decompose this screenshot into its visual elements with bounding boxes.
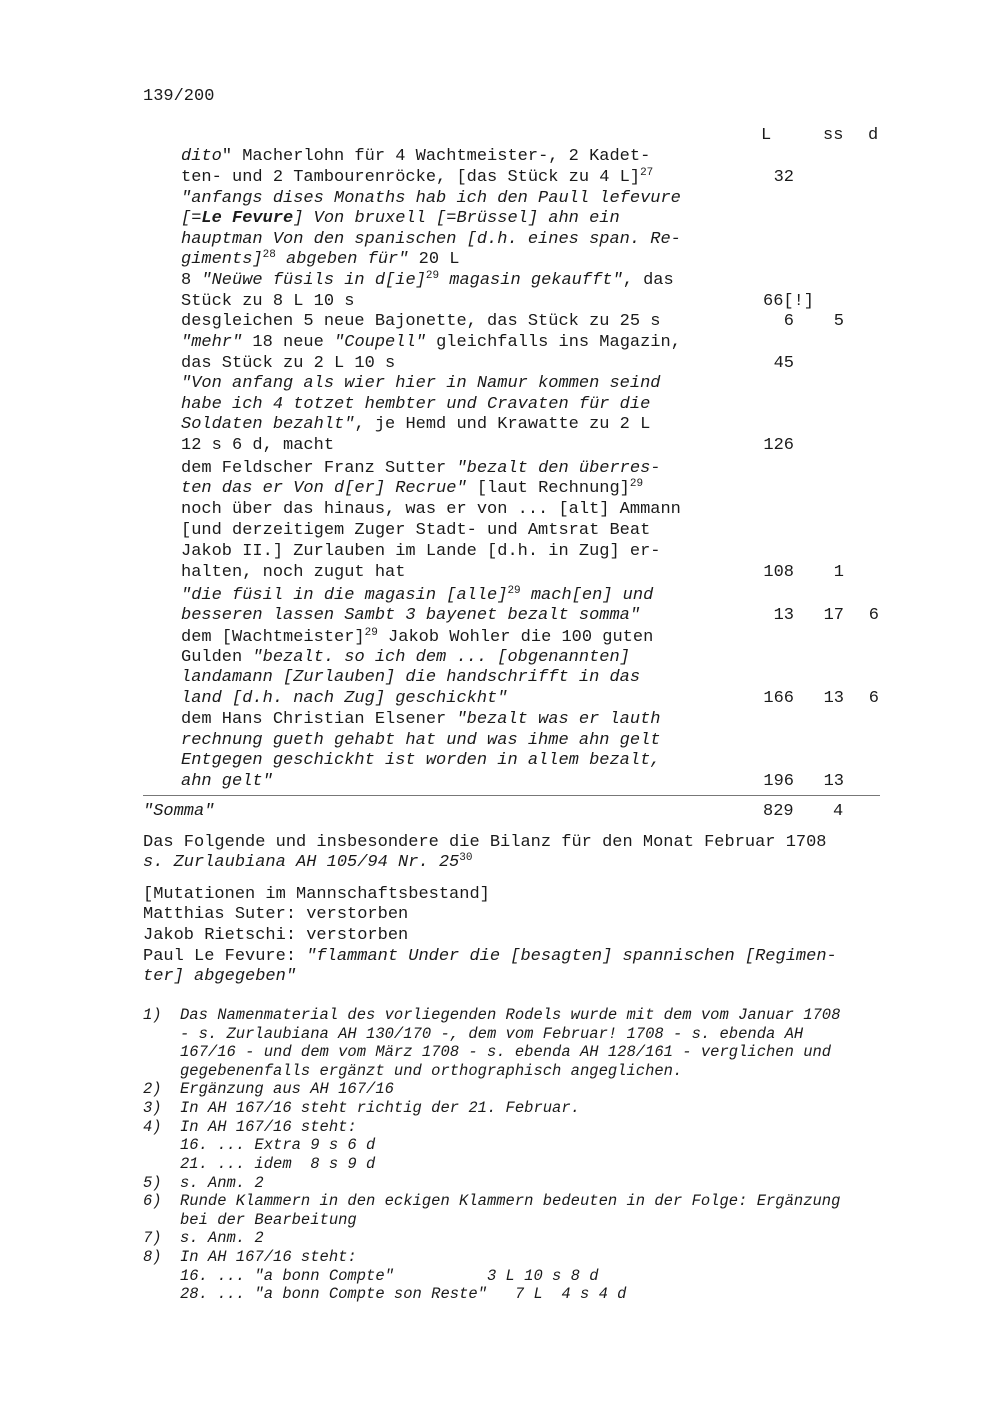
text-segment: rechnung gueth gehabt hat und was ihme ahn gelt xyxy=(181,731,661,750)
entry-text-line xyxy=(181,354,395,374)
text-segment: halten, noch zugut hat xyxy=(181,563,406,582)
entry-text-line xyxy=(181,648,630,668)
column-header-l: L xyxy=(761,126,772,145)
text-segment: [und derzeitigem Zuger Stadt- und Amtsrat Beat xyxy=(181,521,651,540)
footnote-marker: 1) xyxy=(143,1006,162,1024)
footnote-text: In AH 167/16 steht: xyxy=(180,1248,357,1266)
text-segment: magasin gekaufft" xyxy=(439,271,623,290)
text-segment: "bezalt. so ich dem ... [obgenannten] xyxy=(252,648,630,667)
text-segment: land [d.h. nach Zug] geschickht" xyxy=(181,689,508,708)
entry-text-line xyxy=(181,689,507,709)
text-segment: "Von anfang als wier hier in Namur kommen seind xyxy=(181,374,661,393)
text-segment: "bezalt was er lauth xyxy=(456,710,661,729)
footnote-text: gegebenenfalls ergänzt und orthographisch angeglichen. xyxy=(180,1062,683,1080)
footnote-text: In AH 167/16 steht richtig der 21. Februar. xyxy=(180,1099,580,1117)
footnote-marker: 2) xyxy=(143,1080,162,1098)
text-segment: abgeben für" xyxy=(275,250,409,269)
total-amount-ss: 4 xyxy=(833,802,844,821)
text-segment: "Coupell" xyxy=(334,333,426,352)
footnote-text: s. Anm. 2 xyxy=(180,1229,264,1247)
amount-d: 6 xyxy=(868,606,879,625)
entry-text-line xyxy=(181,731,660,751)
amount-l: 108 xyxy=(763,563,794,582)
text-segment: ten- und 2 Tambourenröcke, [das Stück zu 4 L] xyxy=(181,168,641,187)
text-segment: "bezalt den überres- xyxy=(456,459,661,478)
amount-l: 45 xyxy=(773,354,794,373)
total-amount-l: 829 xyxy=(763,802,794,821)
entry-text-line xyxy=(181,479,643,499)
entry-text-line xyxy=(181,459,661,479)
amount-l: 126 xyxy=(763,436,794,455)
note-footnote-ref: 30 xyxy=(459,852,473,864)
text-segment: [laut Rechnung] xyxy=(466,479,630,498)
entry-text-line xyxy=(181,333,681,353)
text-segment: Jakob II.] Zurlauben im Lande [d.h. in Zug] er- xyxy=(181,542,661,561)
footnote-ref: 29 xyxy=(364,627,378,639)
entry-text-line xyxy=(181,668,640,688)
entry-text-line xyxy=(181,586,653,606)
text-segment: Entgegen geschickht ist worden in allem bezalt, xyxy=(181,751,661,770)
text-segment: 20 L xyxy=(408,250,460,269)
note-line-2 xyxy=(143,853,472,873)
text-segment: 8 xyxy=(181,271,202,290)
text-segment: " xyxy=(221,147,233,166)
sum-rule xyxy=(143,795,880,796)
text-segment: "mehr" xyxy=(181,333,243,352)
text-segment: "anfangs dises Monaths hab ich den Paull lefevure xyxy=(181,189,681,208)
text-segment: dem [Wachtmeister] xyxy=(181,628,365,647)
footnote-marker: 7) xyxy=(143,1229,162,1247)
footnote-ref: 29 xyxy=(425,270,440,282)
entry-text-line xyxy=(181,436,334,456)
footnote-marker: 3) xyxy=(143,1099,162,1117)
entry-text-line xyxy=(181,168,653,188)
entry-text-line xyxy=(181,271,674,291)
text-segment: ten das er Von d[er] Recrue" xyxy=(181,479,467,498)
column-header-ss: ss xyxy=(823,126,844,145)
mutation-name: Paul Le Fevure: xyxy=(143,947,307,966)
text-segment: giments] xyxy=(181,250,263,269)
text-segment: ] Von bruxell [=Brüssel] ahn ein xyxy=(293,209,620,228)
text-segment: Gulden xyxy=(181,648,253,667)
footnote-text: 16. ... "a bonn Compte" 3 L 10 s 8 d xyxy=(180,1267,599,1285)
text-segment: Stück zu 8 L 10 s xyxy=(181,292,355,311)
text-segment: dem Feldscher Franz Sutter xyxy=(181,459,457,478)
footnote-text: 28. ... "a bonn Compte son Reste" 7 L 4 s 4 d xyxy=(180,1285,627,1303)
text-segment: dem Hans Christian Elsener xyxy=(181,710,457,729)
text-segment: 18 neue xyxy=(242,333,335,352)
entry-text-line xyxy=(181,230,681,250)
text-segment: desgleichen 5 neue Bajonette, das Stück zu 25 s xyxy=(181,312,661,331)
footnote-text: In AH 167/16 steht: xyxy=(180,1118,357,1136)
mutation-line-4: ter] abgegeben" xyxy=(143,967,297,986)
text-segment: "Neüwe füsils in d[ie] xyxy=(201,271,426,290)
entry-text-line xyxy=(181,312,660,332)
text-segment: [= xyxy=(181,209,202,228)
footnote-marker: 6) xyxy=(143,1192,162,1210)
amount-ss: 1 xyxy=(833,563,844,582)
text-segment: dito xyxy=(181,147,222,166)
footnote-text: 167/16 - und dem vom März 1708 - s. ebenda AH 128/161 - verglichen und xyxy=(180,1043,832,1061)
entry-text-line xyxy=(181,772,273,792)
entry-text-line xyxy=(181,250,459,270)
mutations-header: [Mutationen im Mannschaftsbestand] xyxy=(143,885,490,904)
footnote-ref: 27 xyxy=(640,167,654,179)
entry-text-line xyxy=(181,292,354,312)
text-segment: , je Hemd und Krawatte zu 2 L xyxy=(354,415,651,434)
page-number: 139/200 xyxy=(143,87,215,106)
amount-ss: 13 xyxy=(823,772,844,791)
text-segment: besseren lassen Sambt 3 bayenet bezalt somma" xyxy=(181,606,641,625)
amount-l: 13 xyxy=(773,606,794,625)
entry-text-line xyxy=(181,751,660,771)
text-segment: habe ich 4 totzet hembter und Cravaten für die xyxy=(181,395,651,414)
text-segment: 12 s 6 d, macht xyxy=(181,436,335,455)
text-segment: gleichfalls ins Magazin, xyxy=(425,333,681,352)
footnote-text: - s. Zurlaubiana AH 130/170 -, dem vom Februar! 1708 - s. ebenda AH xyxy=(180,1025,804,1043)
text-segment: Jakob Wohler die 100 guten xyxy=(377,628,654,647)
entry-text-line xyxy=(181,500,681,520)
footnote-ref: 29 xyxy=(507,585,521,597)
footnote-marker: 4) xyxy=(143,1118,162,1136)
amount-ss: 13 xyxy=(823,689,844,708)
footnote-text: 21. ... idem 8 s 9 d xyxy=(180,1155,376,1173)
total-label: "Somma" xyxy=(143,802,215,821)
footnote-text: Das Namenmaterial des vorliegenden Rodels wurde mit dem vom Januar 1708 xyxy=(180,1006,841,1024)
entry-text-line xyxy=(181,628,653,648)
text-segment: landamann [Zurlauben] die handschrifft in das xyxy=(181,668,641,687)
footnote-marker: 8) xyxy=(143,1248,162,1266)
entry-text-line xyxy=(181,606,640,626)
footnote-text: bei der Bearbeitung xyxy=(180,1211,357,1229)
mutation-line-2: Jakob Rietschi: verstorben xyxy=(143,926,409,945)
amount-l: 6 xyxy=(783,312,794,331)
footnote-marker: 5) xyxy=(143,1174,162,1192)
amount-l: 32 xyxy=(773,168,794,187)
entry-text-line xyxy=(181,209,620,229)
entry-text-line xyxy=(181,542,660,562)
note-line-1: Das Folgende und insbesondere die Bilanz für den Monat Februar 1708 xyxy=(143,833,827,852)
entry-text-line xyxy=(181,147,650,167)
mutation-quote: "flammant Under die [besagten] spannischen [Regimen- xyxy=(306,947,837,966)
footnote-text: 16. ... Extra 9 s 6 d xyxy=(180,1136,376,1154)
amount-ss: 5 xyxy=(833,312,844,331)
entry-text-line xyxy=(181,395,650,415)
amount-l: 166 xyxy=(763,689,794,708)
amount-ss: 17 xyxy=(823,606,844,625)
text-segment: mach[en] und xyxy=(520,586,654,605)
footnote-text: s. Anm. 2 xyxy=(180,1174,264,1192)
amount-l: 66[!] xyxy=(763,292,815,311)
entry-text-line xyxy=(181,710,661,730)
footnote-ref: 29 xyxy=(629,478,644,490)
amount-d: 6 xyxy=(868,689,879,708)
entry-text-line xyxy=(181,521,650,541)
text-segment: noch über das hinaus, was er von ... [alt] Ammann xyxy=(181,500,681,519)
text-segment: ahn gelt" xyxy=(181,772,273,791)
mutation-line-3 xyxy=(143,947,837,967)
text-segment: Soldaten bezahlt" xyxy=(181,415,355,434)
entry-text-line xyxy=(181,374,660,394)
footnote-ref: 28 xyxy=(262,249,276,261)
footnote-text: Runde Klammern in den eckigen Klammern bedeuten in der Folge: Ergänzung xyxy=(180,1192,841,1210)
text-segment: Macherlohn für 4 Wachtmeister-, 2 Kadet- xyxy=(232,147,651,166)
text-segment: Le Fevure xyxy=(201,209,294,228)
entry-text-line xyxy=(181,563,405,583)
entry-text-line xyxy=(181,415,650,435)
column-header-d: d xyxy=(868,126,879,145)
text-segment: "die füsil in die magasin [alle] xyxy=(181,586,508,605)
amount-l: 196 xyxy=(763,772,794,791)
entry-text-line xyxy=(181,189,681,209)
text-segment: hauptman Von den spanischen [d.h. eines span. Re- xyxy=(181,230,681,249)
note-reference: s. Zurlaubiana AH 105/94 Nr. 25 xyxy=(143,853,460,872)
mutation-line-1: Matthias Suter: verstorben xyxy=(143,905,409,924)
text-segment: , das xyxy=(622,271,674,290)
text-segment: das Stück zu 2 L 10 s xyxy=(181,354,396,373)
footnote-text: Ergänzung aus AH 167/16 xyxy=(180,1080,394,1098)
